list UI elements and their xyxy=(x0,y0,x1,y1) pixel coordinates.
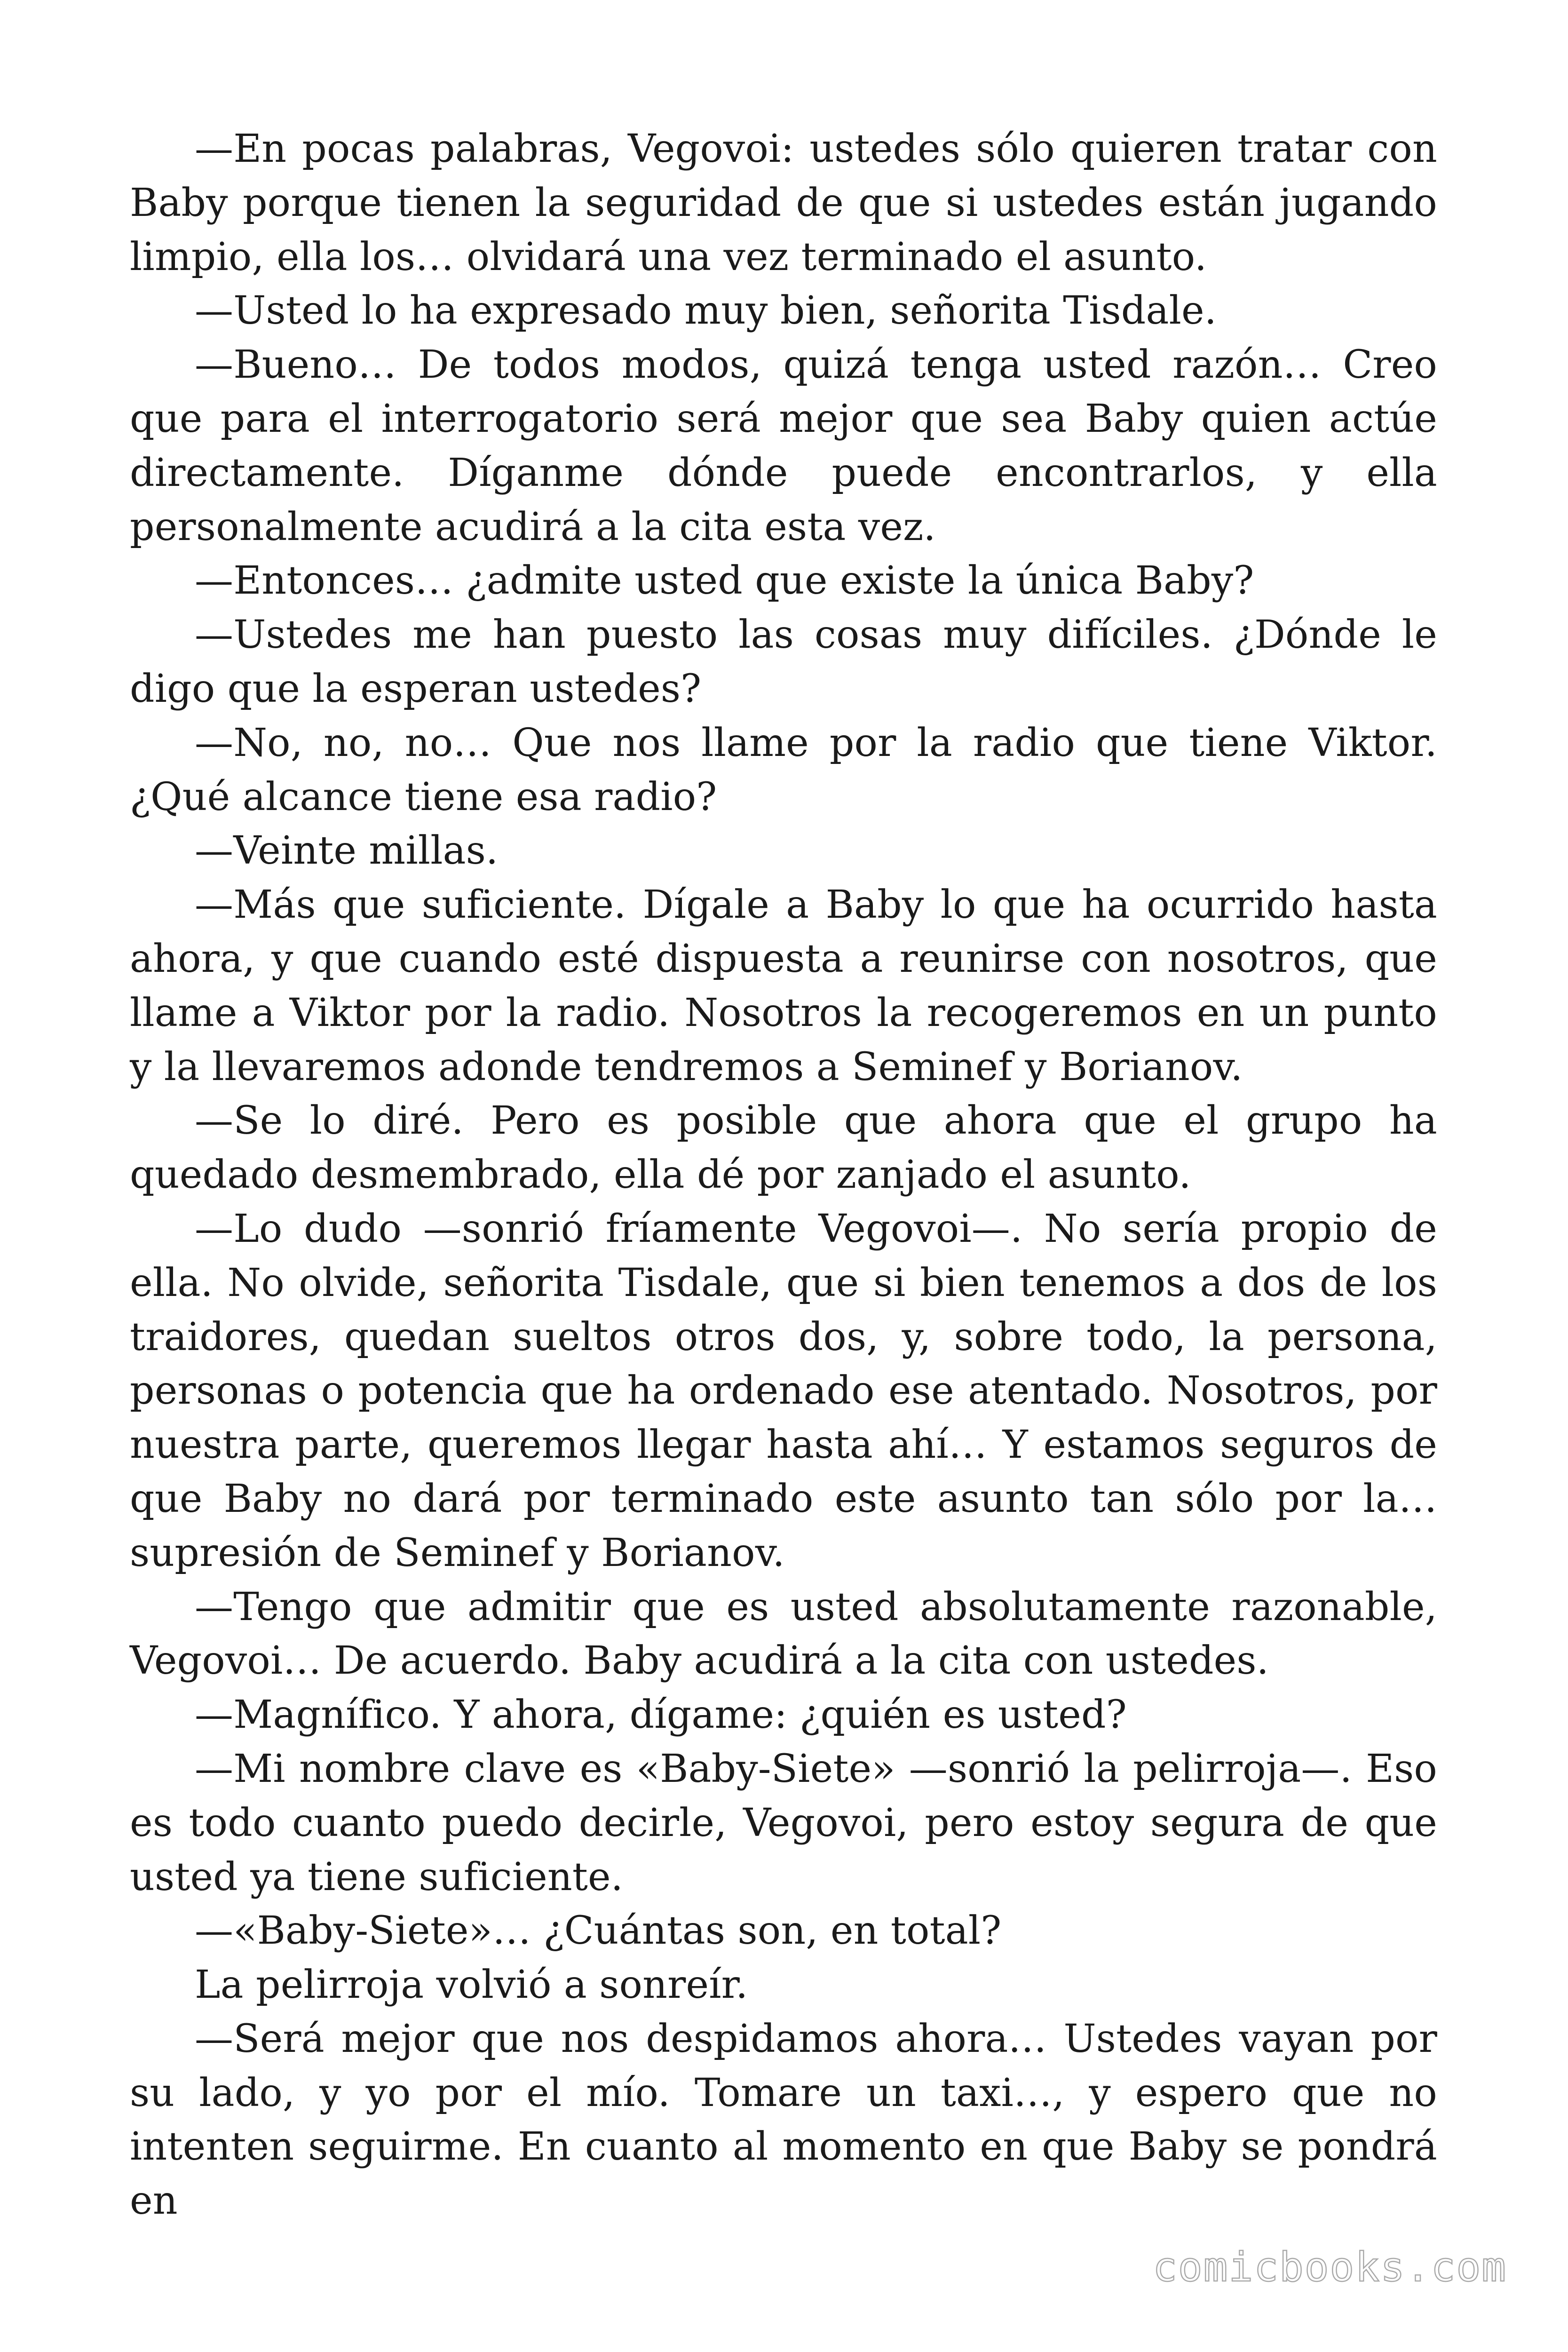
paragraph: —Magnífico. Y ahora, dígame: ¿quién es usted? xyxy=(195,1692,1127,1738)
paragraph: —Más que suficiente. Dígale a Baby lo que ha ocurrido hasta ahora, y que cuando esté dispuesta a reunirse con nosotros, que llame a Viktor por la radio. Nosotros la recogeremos en un punto y la llevaremos adonde tendremos a Seminef y Borianov. xyxy=(130,882,1437,1089)
paragraph: —Será mejor que nos despidamos ahora… Ustedes vayan por su lado, y yo por el mío. Tomare un taxi…, y espero que no intenten seguirme. En cuanto al momento en que Baby se pondrá en xyxy=(130,2016,1437,2224)
watermark: comicbooks.com xyxy=(1153,2244,1507,2291)
paragraph: —En pocas palabras, Vegovoi: ustedes sólo quieren tratar con Baby porque tienen la seguridad de que si ustedes están jugando limpio, ella los… olvidará una vez terminado el asunto. xyxy=(130,127,1437,279)
paragraph: —Mi nombre clave es «Baby-Siete» —sonrió la pelirroja—. Eso es todo cuanto puedo decirle, Vegovoi, pero estoy segura de que usted ya tiene suficiente. xyxy=(130,1746,1437,1899)
paragraph: —No, no, no… Que nos llame por la radio que tiene Viktor. ¿Qué alcance tiene esa radio? xyxy=(130,720,1437,819)
paragraph: —Ustedes me han puesto las cosas muy difíciles. ¿Dónde le digo que la esperan ustedes? xyxy=(130,612,1437,711)
paragraph: —Tengo que admitir que es usted absolutamente razonable, Vegovoi… De acuerdo. Baby acudirá a la cita con ustedes. xyxy=(130,1584,1437,1684)
paragraph: —Usted lo ha expresado muy bien, señorita Tisdale. xyxy=(195,288,1217,334)
paragraph: —Entonces… ¿admite usted que existe la única Baby? xyxy=(195,558,1254,604)
paragraph: —Lo dudo —sonrió fríamente Vegovoi—. No sería propio de ella. No olvide, señorita Tisdale, que si bien tenemos a dos de los traidores, quedan sueltos otros dos, y, sobre todo, la persona, personas o potencia que ha ordenado ese atentado. Nosotros, por nuestra parte, queremos llegar hasta ahí… Y estamos seguros de que Baby no dará por terminado este asunto tan sólo por la… supresión de Seminef y Borianov. xyxy=(130,1206,1437,1575)
paragraph: —Se lo diré. Pero es posible que ahora que el grupo ha quedado desmembrado, ella dé por zanjado el asunto. xyxy=(130,1098,1437,1198)
paragraph: —Bueno… De todos modos, quizá tenga usted razón… Creo que para el interrogatorio será mejor que sea Baby quien actúe directamente. Díganme dónde puede encontrarlos, y ella personalmente acudirá a la cita esta vez. xyxy=(130,342,1437,549)
paragraph: —«Baby-Siete»… ¿Cuántas son, en total? xyxy=(195,1908,1002,1954)
paragraph: La pelirroja volvió a sonreír. xyxy=(195,1963,748,2008)
paragraph: —Veinte millas. xyxy=(195,828,499,874)
page-body xyxy=(130,122,1437,2228)
